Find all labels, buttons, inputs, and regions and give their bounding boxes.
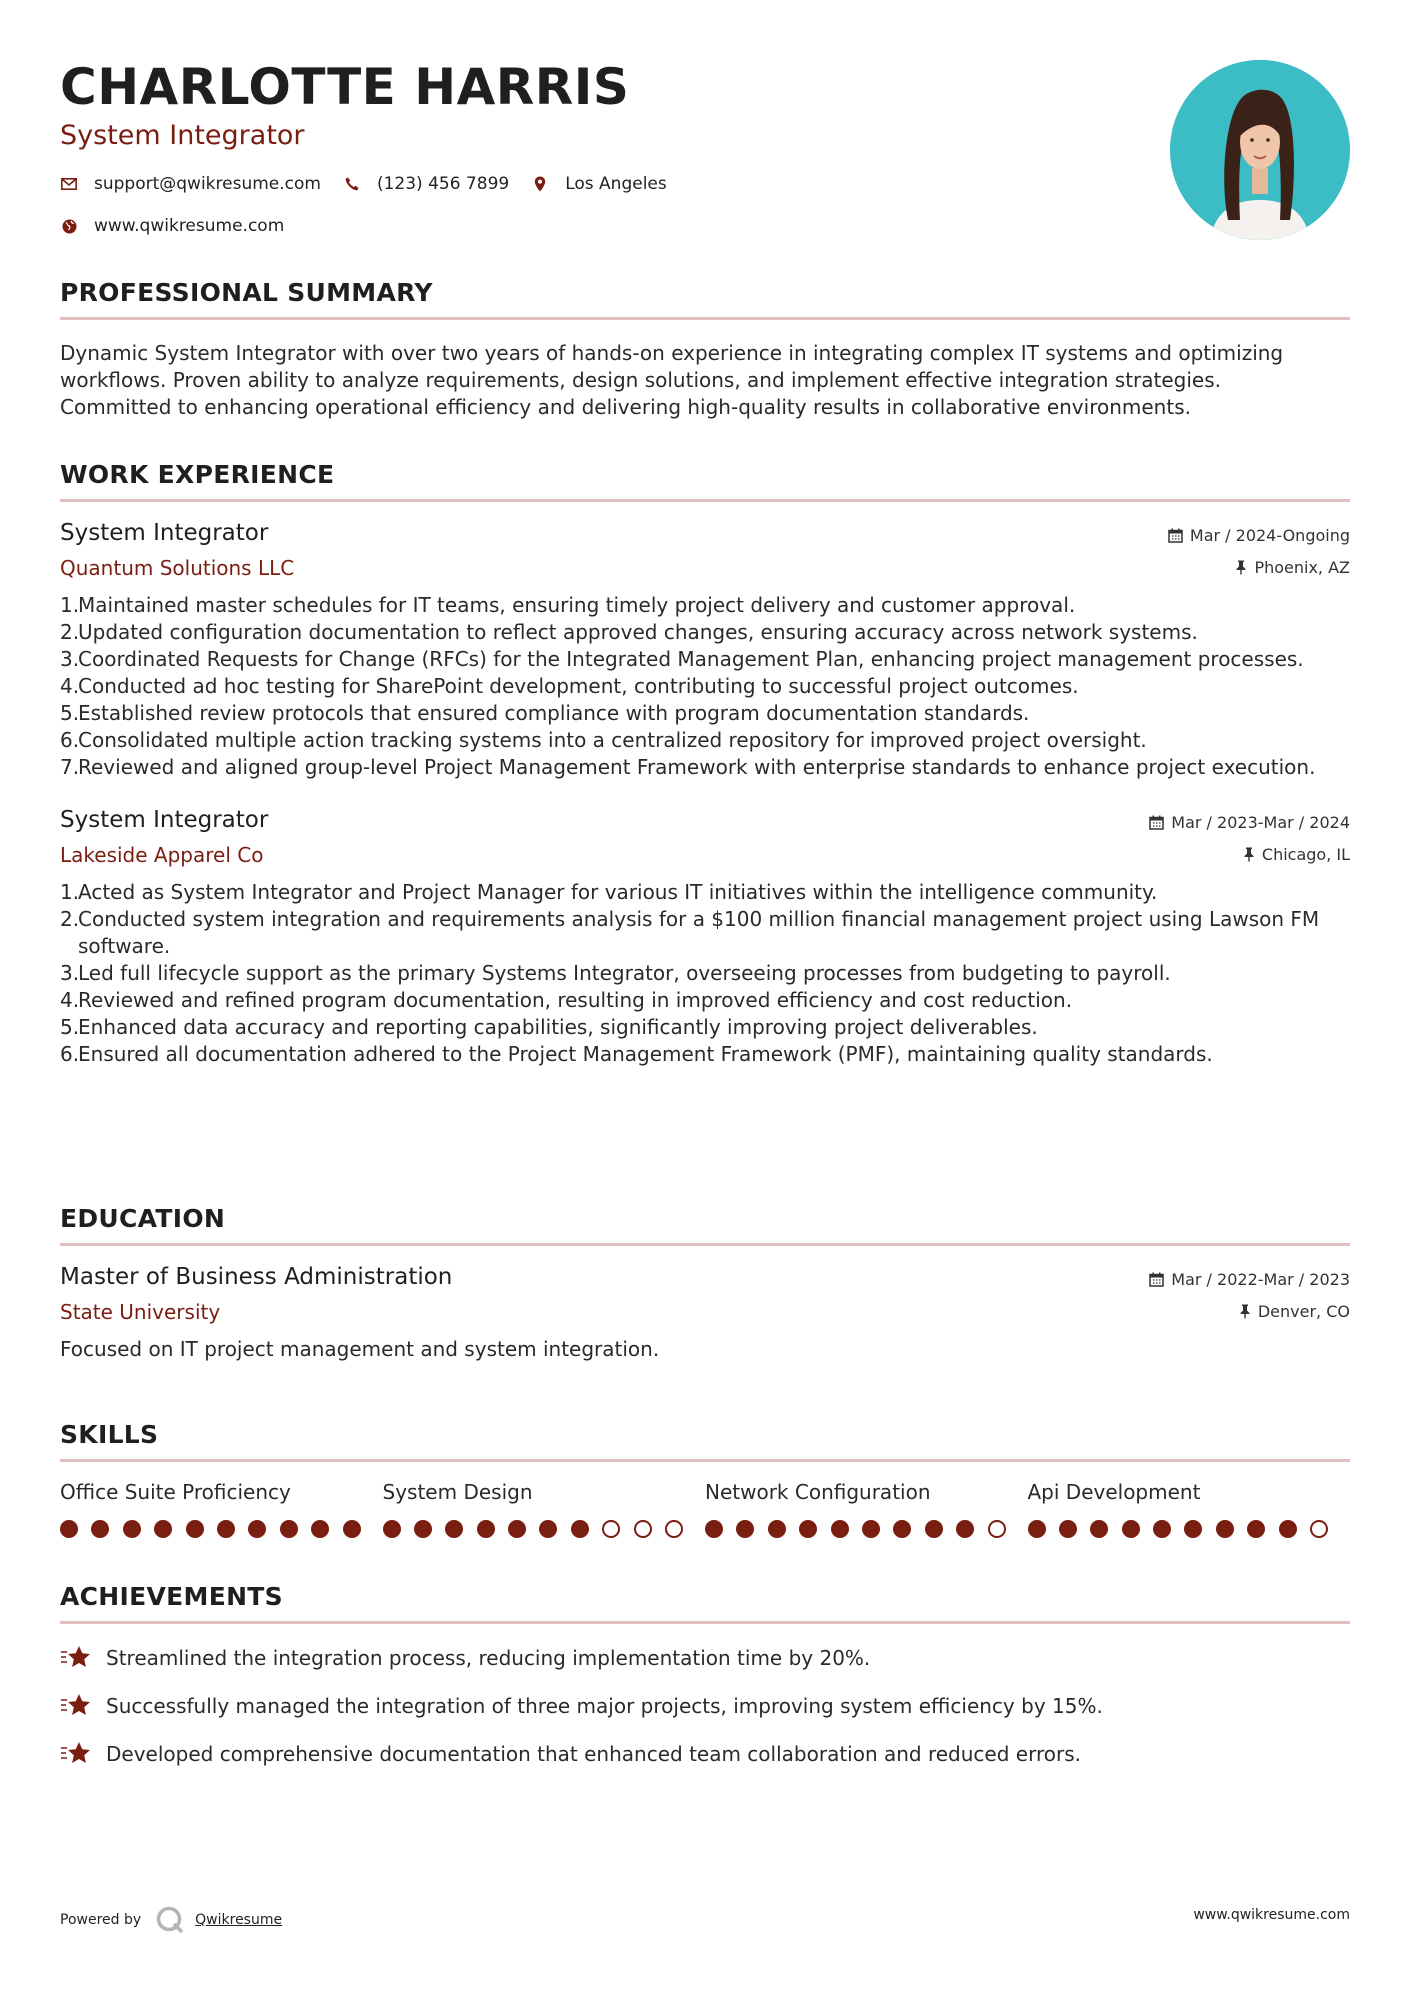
contact-location [531, 174, 667, 194]
skill-rating [60, 1520, 383, 1538]
job-bullets [60, 592, 1350, 781]
achievement-item [60, 1692, 1350, 1720]
contact-phone[interactable] [343, 174, 509, 194]
phone-icon [343, 175, 361, 193]
skill-name: Network Configuration [705, 1480, 931, 1504]
job-location [1235, 558, 1350, 577]
website-text: www.qwikresume.com [94, 216, 285, 236]
education-entry [60, 1264, 1350, 1363]
rating-dot-filled [1090, 1520, 1108, 1538]
profile-photo [1170, 60, 1350, 240]
job-date-text: Mar / 2023-Mar / 2024 [1171, 813, 1350, 832]
list-item: 7. Reviewed and aligned group-level Project Management Framework with enterprise standards to enhance project execution. [60, 755, 1316, 779]
rating-dot-filled [91, 1520, 109, 1538]
experience-section [60, 460, 1350, 1068]
calendar-icon [1149, 1272, 1164, 1287]
education-date-text: Mar / 2022-Mar / 2023 [1171, 1270, 1350, 1289]
list-item: 1. Acted as System Integrator and Project Manager for various IT initiatives within the intelligence community. [60, 880, 1158, 904]
achievement-item [60, 1644, 1350, 1672]
rating-dot-filled [1028, 1520, 1046, 1538]
rating-dot-filled [311, 1520, 329, 1538]
rating-dot-empty [665, 1520, 683, 1538]
calendar-icon [1168, 528, 1183, 543]
job-company: Quantum Solutions LLC [60, 556, 295, 580]
calendar-icon [1149, 815, 1164, 830]
skills-section [60, 1420, 1350, 1538]
job-company: Lakeside Apparel Co [60, 843, 264, 867]
education-date [1149, 1270, 1350, 1289]
job-date-text: Mar / 2024-Ongoing [1189, 526, 1350, 545]
rating-dot-filled [508, 1520, 526, 1538]
skill-item [1028, 1480, 1351, 1538]
achievement-text: Developed comprehensive documentation that enhanced team collaboration and reduced errors. [106, 1742, 1081, 1766]
rating-dot-filled [893, 1520, 911, 1538]
achievements-section [60, 1582, 1350, 1768]
skill-rating [1028, 1520, 1351, 1538]
skills-row [60, 1480, 1350, 1538]
contact-website[interactable] [60, 216, 284, 236]
skill-item [383, 1480, 706, 1538]
job-entry [60, 807, 1350, 1068]
summary-line: Dynamic System Integrator with over two years of hands-on experience in integrating complex IT systems and optimizing [60, 341, 1284, 365]
star-award-icon [60, 1740, 92, 1768]
pushpin-icon [1235, 560, 1247, 575]
list-item: 2. Updated configuration documentation to reflect approved changes, ensuring accuracy across network systems. [60, 620, 1198, 644]
rating-dot-filled [414, 1520, 432, 1538]
rating-dot-filled [383, 1520, 401, 1538]
rating-dot-filled [60, 1520, 78, 1538]
candidate-name: CHARLOTTE HARRIS [60, 58, 630, 116]
star-award-icon [60, 1692, 92, 1720]
list-item: 1. Maintained master schedules for IT teams, ensuring timely project delivery and customer approval. [60, 593, 1076, 617]
education-description: Focused on IT project management and system integration. [60, 1337, 660, 1361]
school: State University [60, 1300, 221, 1324]
list-item: 6. Ensured all documentation adhered to the Project Management Framework (PMF), maintaining quality standards. [60, 1042, 1213, 1066]
list-item: 5. Enhanced data accuracy and reporting capabilities, significantly improving project deliverables. [60, 1015, 1038, 1039]
rating-dot-empty [602, 1520, 620, 1538]
rating-dot-filled [705, 1520, 723, 1538]
rating-dot-filled [1216, 1520, 1234, 1538]
rating-dot-filled [477, 1520, 495, 1538]
rating-dot-filled [248, 1520, 266, 1538]
job-title: System Integrator [60, 520, 269, 546]
email-text: support@qwikresume.com [94, 174, 321, 194]
rating-dot-filled [343, 1520, 361, 1538]
skill-name: Office Suite Proficiency [60, 1480, 291, 1504]
achievement-text: Successfully managed the integration of three major projects, improving system efficiency by 15%. [106, 1694, 1103, 1718]
rating-dot-filled [445, 1520, 463, 1538]
globe-icon [60, 217, 78, 235]
envelope-icon [60, 175, 78, 193]
phone-text: (123) 456 7899 [376, 174, 510, 194]
rating-dot-filled [154, 1520, 172, 1538]
rating-dot-filled [217, 1520, 235, 1538]
skill-item [705, 1480, 1028, 1538]
skill-rating [383, 1520, 706, 1538]
rating-dot-filled [123, 1520, 141, 1538]
rating-dot-empty [634, 1520, 652, 1538]
job-title: System Integrator [60, 807, 269, 833]
achievement-text: Streamlined the integration process, reducing implementation time by 20%. [106, 1646, 871, 1670]
list-item: 6. Consolidated multiple action tracking systems into a centralized repository for improved project oversight. [60, 728, 1147, 752]
list-item: 3. Coordinated Requests for Change (RFCs) for the Integrated Management Plan, enhancing project management processes. [60, 647, 1304, 671]
summary-text [60, 340, 1350, 421]
location-text: Los Angeles [565, 174, 667, 194]
skill-rating [705, 1520, 1028, 1538]
job-bullets [60, 879, 1350, 1068]
qwikresume-logo-icon [155, 1905, 185, 1935]
rating-dot-filled [571, 1520, 589, 1538]
footer-website-link[interactable]: www.qwikresume.com [1193, 1907, 1350, 1923]
rating-dot-filled [1184, 1520, 1202, 1538]
rating-dot-filled [736, 1520, 754, 1538]
education-section [60, 1204, 1350, 1363]
pushpin-icon [1243, 847, 1255, 862]
rating-dot-filled [768, 1520, 786, 1538]
map-pin-icon [531, 175, 549, 193]
resume-page [60, 0, 1350, 1990]
list-item: 2. Conducted system integration and requirements analysis for a $100 million financial management project using Lawson FM software. [60, 907, 1320, 958]
rating-dot-filled [1279, 1520, 1297, 1538]
job-date [1149, 813, 1350, 832]
powered-by-label: Powered by [60, 1912, 142, 1928]
job-location-text: Chicago, IL [1261, 845, 1350, 864]
job-date [1168, 526, 1350, 545]
achievements-title: ACHIEVEMENTS [60, 1582, 1350, 1624]
list-item: 4. Reviewed and refined program documentation, resulting in improved efficiency and cost reduction. [60, 988, 1073, 1012]
rating-dot-filled [539, 1520, 557, 1538]
rating-dot-empty [988, 1520, 1006, 1538]
rating-dot-filled [186, 1520, 204, 1538]
experience-title: WORK EXPERIENCE [60, 460, 1350, 502]
pushpin-icon [1239, 1304, 1251, 1319]
summary-title: PROFESSIONAL SUMMARY [60, 278, 1350, 320]
skills-title: SKILLS [60, 1420, 1350, 1462]
skill-name: Api Development [1027, 1480, 1201, 1504]
rating-dot-filled [1247, 1520, 1265, 1538]
rating-dot-filled [956, 1520, 974, 1538]
contact-email[interactable] [60, 174, 321, 194]
education-location [1239, 1302, 1350, 1321]
achievement-item [60, 1740, 1350, 1768]
degree: Master of Business Administration [60, 1264, 453, 1290]
rating-dot-filled [925, 1520, 943, 1538]
rating-dot-filled [831, 1520, 849, 1538]
star-award-icon [60, 1644, 92, 1672]
summary-line: workflows. Proven ability to analyze requirements, design solutions, and implement effective integration strategies. [60, 368, 1222, 392]
rating-dot-filled [1153, 1520, 1171, 1538]
skill-name: System Design [382, 1480, 533, 1504]
list-item: 5. Established review protocols that ensured compliance with program documentation standards. [60, 701, 1030, 725]
job-location-text: Phoenix, AZ [1254, 558, 1350, 577]
rating-dot-filled [799, 1520, 817, 1538]
rating-dot-empty [1310, 1520, 1328, 1538]
rating-dot-filled [862, 1520, 880, 1538]
footer [60, 1905, 1350, 1935]
qwikresume-link[interactable]: Qwikresume [195, 1912, 283, 1928]
rating-dot-filled [280, 1520, 298, 1538]
contact-info [60, 172, 689, 256]
rating-dot-filled [1059, 1520, 1077, 1538]
list-item: 4. Conducted ad hoc testing for SharePoint development, contributing to successful project outcomes. [60, 674, 1079, 698]
education-title: EDUCATION [60, 1204, 1350, 1246]
skill-item [60, 1480, 383, 1538]
rating-dot-filled [1122, 1520, 1140, 1538]
education-location-text: Denver, CO [1257, 1302, 1350, 1321]
list-item: 3. Led full lifecycle support as the primary Systems Integrator, overseeing processes from budgeting to payroll. [60, 961, 1171, 985]
candidate-role: System Integrator [60, 120, 305, 151]
job-location [1243, 845, 1350, 864]
summary-line: Committed to enhancing operational efficiency and delivering high-quality results in collaborative environments. [60, 395, 1191, 419]
job-entry [60, 520, 1350, 781]
summary-section [60, 278, 1350, 421]
